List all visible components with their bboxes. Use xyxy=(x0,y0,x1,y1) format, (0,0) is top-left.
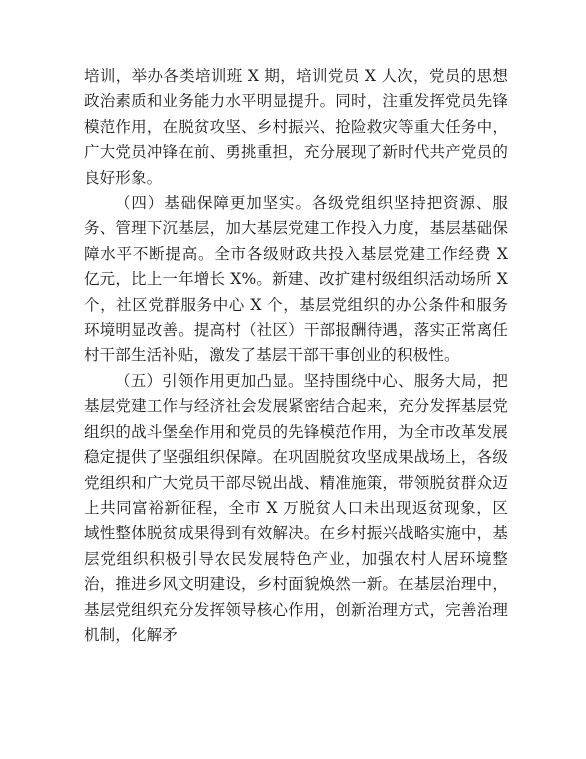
paragraph-continuation: 培训，举办各类培训班 X 期，培训党员 X 人次，党员的思想政治素质和业务能力水平明显提升。同时，注重发挥党员先锋模范作用，在脱贫攻坚、乡村振兴、抢险救灾等重大任务中，广大党员冲锋在前、勇挑重担，充分展现了新时代共产党员的良好形象。 xyxy=(84,67,508,187)
paragraph-leading-role: （五）引领作用更加凸显。坚持围绕中心、服务大局，把基层党建工作与经济社会发展紧密结合起来，充分发挥基层党组织的战斗堡垒作用和党员的先锋模范作用，为全市改革发展稳定提供了坚强组织保障。在巩固脱贫攻坚成果战场上，各级党组织和广大党员干部尽锐出战、精准施策，带领脱贫群众迈上共同富裕新征程，全市 X 万脱贫人口未出现返贫现象，区域性整体脱贫成果得到有效解决。在乡村振兴战略实施中，基层党组织积极引导农民发展特色产业，加强农村人居环境整治，推进乡风文明建设，乡村面貌焕然一新。在基层治理中，基层党组织充分发挥领导核心作用，创新治理方式，完善治理机制，化解矛 xyxy=(84,371,508,644)
document-body xyxy=(84,64,508,648)
paragraph-basic-guarantee: （四）基础保障更加坚实。各级党组织坚持把资源、服务、管理下沉基层，加大基层党建工作投入力度，基层基础保障水平不断提高。全市各级财政共投入基层党建工作经费 X 亿元，比上一年增长 X%。新建、改扩建村级组织活动场所 X 个，社区党群服务中心 X 个，基层党组织的办公条件和服务环境明显改善。提高村（社区）干部报酬待遇，落实正常离任村干部生活补贴，激发了基层干部干事创业的积极性。 xyxy=(84,194,508,365)
